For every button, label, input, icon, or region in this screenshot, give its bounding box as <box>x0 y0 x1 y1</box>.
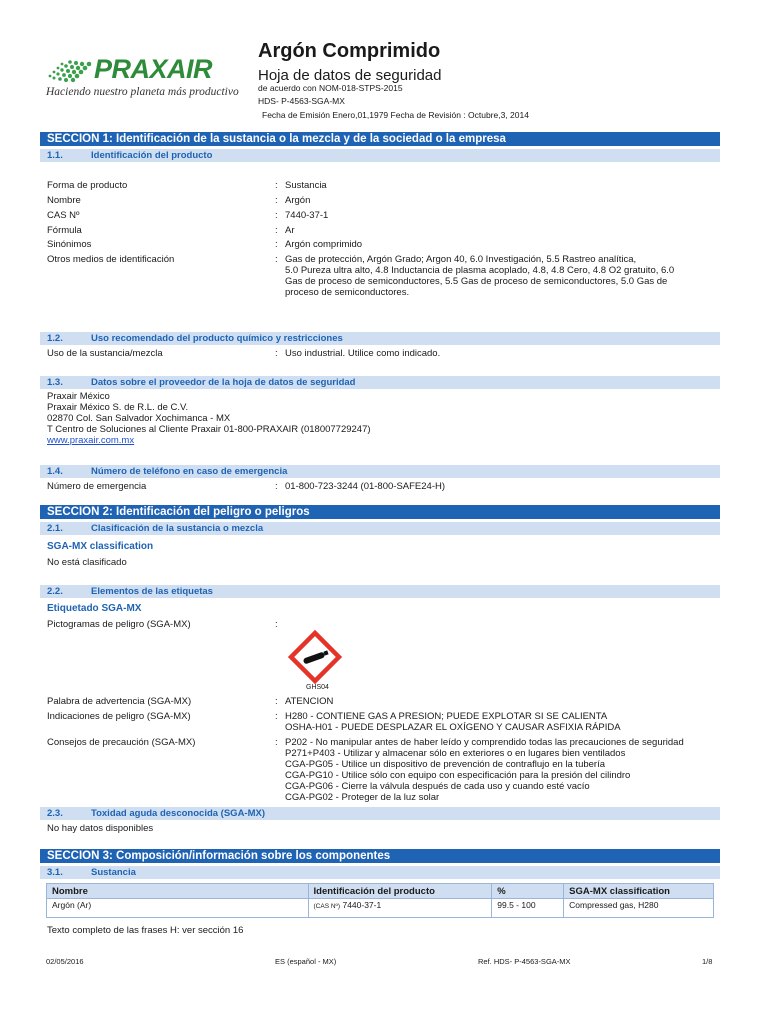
field-label: Nombre <box>47 195 81 206</box>
subsection-number: 1.4. <box>47 466 63 477</box>
precaution-statement: CGA-PG06 - Cierre la válvula después de cada uso y cuando esté vacío <box>285 781 590 792</box>
field-value: 7440-37-1 <box>285 210 329 221</box>
toxicity-text: No hay datos disponibles <box>47 823 154 834</box>
subsection-number: 2.2. <box>47 586 63 597</box>
subsection-number: 1.2. <box>47 333 63 344</box>
field-value: Gas de proceso de semiconductores, 5.5 Gas de proceso de semiconductores, 5.0 Gas de <box>285 276 668 287</box>
field-colon: : <box>275 619 278 630</box>
subsection-number: 2.1. <box>47 523 63 534</box>
footer-language: ES (español - MX) <box>275 957 337 966</box>
footer-page-number: 1/8 <box>702 957 713 966</box>
subsection-number: 2.3. <box>47 808 63 819</box>
document-reference: HDS- P-4563-SGA-MX <box>258 96 345 106</box>
subsection-number: 1.3. <box>47 377 63 388</box>
classification-text: No está clasificado <box>47 557 127 568</box>
precaution-statement: CGA-PG02 - Proteger de la luz solar <box>285 792 440 803</box>
labelling-heading: Etiquetado SGA-MX <box>47 603 142 614</box>
field-value: Argón <box>285 195 311 206</box>
cas-value: 7440-37-1 <box>342 900 382 910</box>
precaution-statement: P202 - No manipular antes de haber leído y comprendido todas las precauciones de seguridad <box>285 737 684 748</box>
field-value: Uso industrial. Utilice como indicado. <box>285 348 441 359</box>
document-subtitle: Hoja de datos de seguridad <box>258 67 442 84</box>
subsection-title: Número de teléfono en caso de emergencia <box>91 466 288 477</box>
section-2-header: SECCION 2: Identificación del peligro o peligros <box>40 505 720 519</box>
column-header: % <box>492 884 564 899</box>
supplier-line: T Centro de Soluciones al Cliente Praxair 01-800-PRAXAIR (018007729247) <box>47 424 371 435</box>
field-colon: : <box>275 696 278 707</box>
ghs04-gas-cylinder-icon <box>288 630 342 684</box>
component-percent: 99.5 - 100 <box>492 899 564 918</box>
field-colon: : <box>275 348 278 359</box>
field-value: Ar <box>285 225 295 236</box>
field-label: Uso de la sustancia/mezcla <box>47 348 163 359</box>
logo-tagline: Haciendo nuestro planeta más productivo <box>46 86 239 98</box>
pictogram-code: GHS04 <box>306 684 329 691</box>
subsection-1-4-header <box>40 465 720 478</box>
field-value: Sustancia <box>285 180 327 191</box>
field-colon: : <box>275 225 278 236</box>
field-colon: : <box>275 210 278 221</box>
cas-prefix: (CAS Nº) <box>313 903 341 910</box>
column-header: Identificación del producto <box>308 884 492 899</box>
h-phrases-note: Texto completo de las frases H: ver sección 16 <box>47 925 244 936</box>
field-colon: : <box>275 254 278 265</box>
compliance-note: de acuerdo con NOM-018-STPS-2015 <box>258 83 403 93</box>
subsection-1-3-header <box>40 376 720 389</box>
section-3-header: SECCION 3: Composición/información sobre los componentes <box>40 849 720 863</box>
field-colon: : <box>275 180 278 191</box>
document-title: Argón Comprimido <box>258 40 441 62</box>
supplier-line: Praxair México S. de R.L. de C.V. <box>47 402 189 413</box>
precaution-statement: CGA-PG05 - Utilice un dispositivo de prevención de contraflujo en la tubería <box>285 759 606 770</box>
field-label: Otros medios de identificación <box>47 254 175 265</box>
field-label: Palabra de advertencia (SGA-MX) <box>47 696 192 707</box>
precaution-statement: P271+P403 - Utilizar y almacenar sólo en exteriores o en lugares bien ventilados <box>285 748 626 759</box>
supplier-line: 02870 Col. San Salvador Xochimanca - MX <box>47 413 231 424</box>
subsection-3-1-header <box>40 866 720 879</box>
table-row <box>47 899 714 918</box>
praxair-logo-icon <box>46 56 94 86</box>
composition-table <box>46 883 714 918</box>
subsection-1-1-header <box>40 149 720 162</box>
field-colon: : <box>275 239 278 250</box>
field-colon: : <box>275 195 278 206</box>
classification-heading: SGA-MX classification <box>47 541 154 552</box>
field-colon: : <box>275 737 278 748</box>
field-label: Pictogramas de peligro (SGA-MX) <box>47 619 191 630</box>
subsection-1-2-header <box>40 332 720 345</box>
subsection-title: Identificación del producto <box>91 150 213 161</box>
emergency-phone: 01-800-723-3244 (01-800-SAFE24-H) <box>285 481 446 492</box>
field-value: Argón comprimido <box>285 239 363 250</box>
subsection-2-1-header <box>40 522 720 535</box>
table-header-row <box>47 884 714 899</box>
component-id <box>308 899 492 918</box>
field-value: Gas de protección, Argón Grado; Argon 40, 6.0 Investigación, 5.5 Rastreo analítica, <box>285 254 637 265</box>
section-1-header: SECCION 1: Identificación de la sustancia o la mezcla y de la sociedad o la empresa <box>40 132 720 146</box>
subsection-title: Datos sobre el proveedor de la hoja de datos de seguridad <box>91 377 356 388</box>
field-colon: : <box>275 711 278 722</box>
component-classification: Compressed gas, H280 <box>564 899 714 918</box>
field-label: Fórmula <box>47 225 82 236</box>
field-value: 5.0 Pureza ultra alto, 4.8 Inductancia de plasma acoplado, 4.8, 4.8 Cero, 4.8 O2 gratuito, 6.0 <box>285 265 675 276</box>
field-colon: : <box>275 481 278 492</box>
document-dates: Fecha de Emisión Enero,01,1979 Fecha de Revisión : Octubre,3, 2014 <box>262 110 529 120</box>
component-name: Argón (Ar) <box>47 899 309 918</box>
field-label: Indicaciones de peligro (SGA-MX) <box>47 711 191 722</box>
field-label: Sinónimos <box>47 239 92 250</box>
subsection-title: Toxidad aguda desconocida (SGA-MX) <box>91 808 266 819</box>
footer-reference: Ref. HDS- P-4563-SGA-MX <box>478 957 571 966</box>
subsection-number: 1.1. <box>47 150 63 161</box>
field-label: CAS Nº <box>47 210 80 221</box>
subsection-title: Elementos de las etiquetas <box>91 586 213 597</box>
footer-date: 02/05/2016 <box>46 957 84 966</box>
subsection-title: Uso recomendado del producto químico y restricciones <box>91 333 343 344</box>
logo-wordmark: PRAXAIR <box>94 54 213 84</box>
field-value: proceso de semiconductores. <box>285 287 410 298</box>
column-header: SGA-MX classification <box>564 884 714 899</box>
precaution-statement: CGA-PG10 - Utilice sólo con equipo con especificación para la presión del cilindro <box>285 770 631 781</box>
column-header: Nombre <box>47 884 309 899</box>
supplier-website-link[interactable]: www.praxair.com.mx <box>47 435 135 446</box>
hazard-statement: OSHA-H01 - PUEDE DESPLAZAR EL OXÍGENO Y CAUSAR ASFIXIA RÁPIDA <box>285 722 621 733</box>
hazard-statement: H280 - CONTIENE GAS A PRESION; PUEDE EXPLOTAR SI SE CALIENTA <box>285 711 608 722</box>
subsection-2-2-header <box>40 585 720 598</box>
field-label: Consejos de precaución (SGA-MX) <box>47 737 196 748</box>
praxair-logo <box>46 52 246 104</box>
field-label: Forma de producto <box>47 180 128 191</box>
supplier-line: Praxair México <box>47 391 110 402</box>
subsection-2-3-header <box>40 807 720 820</box>
subsection-number: 3.1. <box>47 867 63 878</box>
field-label: Número de emergencia <box>47 481 147 492</box>
signal-word: ATENCION <box>285 696 334 707</box>
subsection-title: Clasificación de la sustancia o mezcla <box>91 523 264 534</box>
subsection-title: Sustancia <box>91 867 136 878</box>
